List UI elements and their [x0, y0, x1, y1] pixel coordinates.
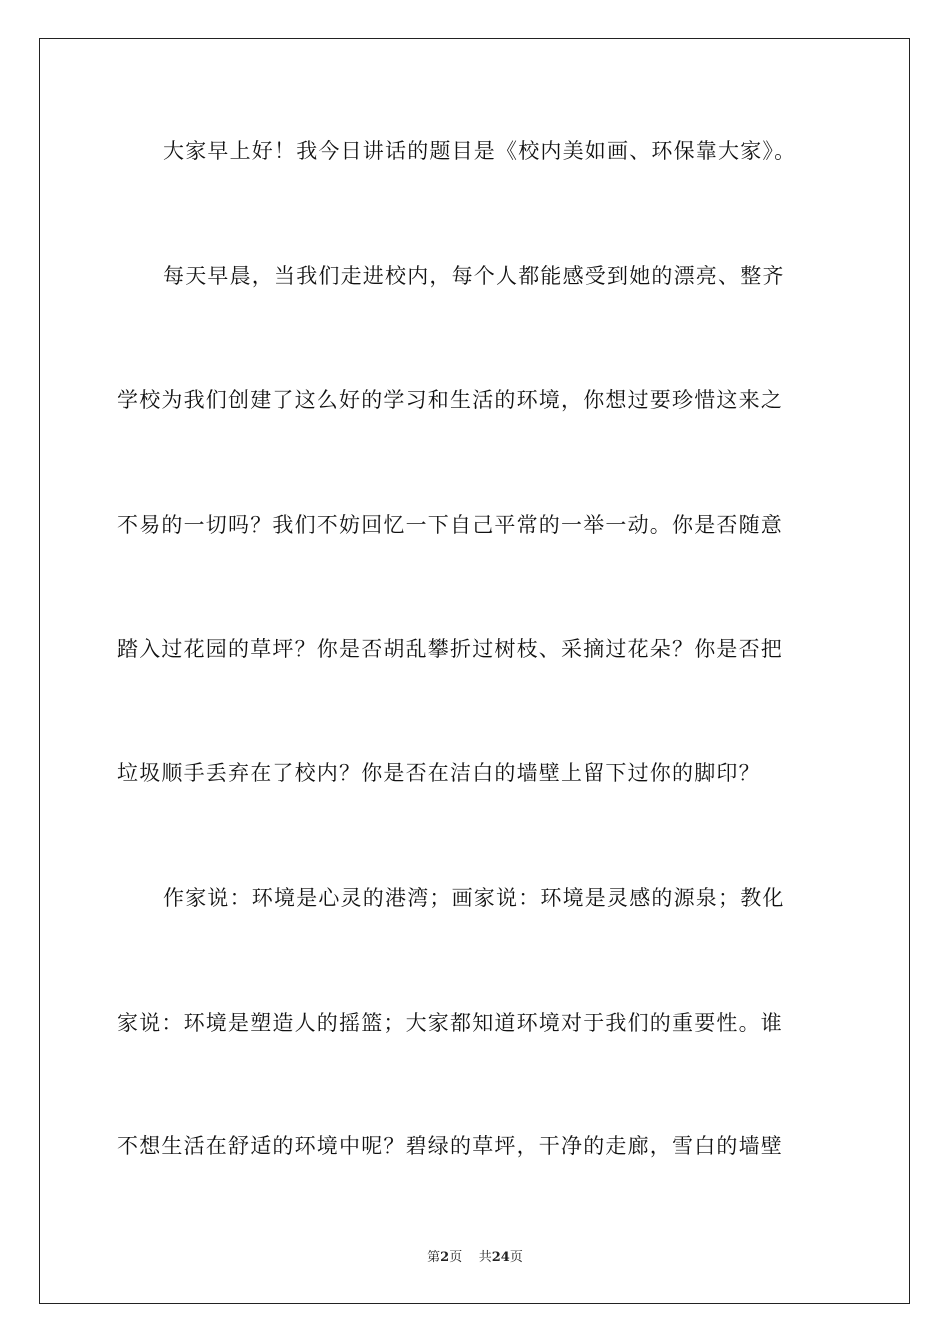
paragraph-3-line-1: 作家说：环境是心灵的港湾；画家说：环境是灵感的源泉；教化 [163, 886, 785, 910]
footer-total-suffix: 页 [509, 1250, 523, 1265]
page-footer [0, 1246, 950, 1265]
footer-page-number: 2 [440, 1250, 450, 1265]
page-border [39, 38, 910, 1304]
footer-total-pages: 24 [491, 1250, 510, 1265]
footer-page-prefix: 第 [427, 1250, 441, 1265]
paragraph-2-line-5: 垃圾顺手丢弃在了校内？你是否在洁白的墙壁上留下过你的脚印？ [117, 761, 761, 785]
footer-page-suffix: 页 [449, 1250, 463, 1265]
paragraph-2-line-3: 不易的一切吗？我们不妨回忆一下自己平常的一举一动。你是否随意 [117, 513, 783, 537]
paragraph-3-line-3: 不想生活在舒适的环境中呢？碧绿的草坪，干净的走廊，雪白的墙壁 [117, 1134, 783, 1158]
paragraph-2-line-2: 学校为我们创建了这么好的学习和生活的环境，你想过要珍惜这来之 [117, 388, 783, 412]
paragraph-2-line-1: 每天早晨，当我们走进校内，每个人都能感受到她的漂亮、整齐 [163, 264, 785, 288]
paragraph-3-line-2: 家说：环境是塑造人的摇篮；大家都知道环境对于我们的重要性。谁 [117, 1011, 783, 1035]
paragraph-1-line-1: 大家早上好！我今日讲话的题目是《校内美如画、环保靠大家》。 [163, 139, 797, 163]
footer-total-prefix: 共 [478, 1250, 492, 1265]
paragraph-2-line-4: 踏入过花园的草坪？你是否胡乱攀折过树枝、采摘过花朵？你是否把 [117, 637, 783, 661]
